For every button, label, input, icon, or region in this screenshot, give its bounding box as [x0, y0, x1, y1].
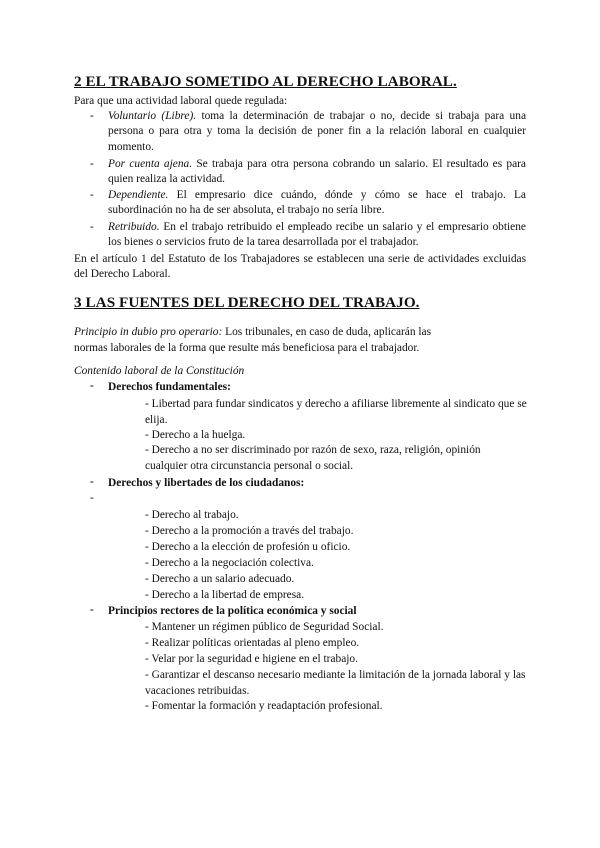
- principle-term: Principio in dubio pro operario:: [74, 326, 223, 338]
- principle-paragraph: [74, 324, 454, 356]
- list-item: - Mantener un régimen público de Seguridad Social.: [145, 621, 384, 633]
- item-text: toma la determinación de trabajar o no, decide si trabaja para una persona o para otra y toma la decisión de poner fin a la relación laboral en cualquier momento.: [108, 110, 526, 153]
- bullet: -: [90, 110, 94, 122]
- item-text: En el trabajo retribuido el empleado recibe un salario y el empresario obtiene los bienes o servicios fruto de la tarea desarrollada por el trabajador.: [108, 221, 526, 249]
- item-term: Por cuenta ajena.: [108, 158, 193, 170]
- list-item: - Derecho al trabajo.: [145, 509, 239, 521]
- list-item: - Derecho a no ser discriminado por razón de sexo, raza, religión, opinión cualquier otra circunstancia personal o social.: [145, 444, 481, 472]
- list-item: - Derecho a la elección de profesión u oficio.: [145, 541, 351, 553]
- list-item: - Garantizar el descanso necesario mediante la limitación de la jornada laboral y las vacaciones retribuidas.: [145, 669, 526, 697]
- bullet: -: [90, 221, 94, 233]
- bullet: -: [90, 476, 94, 488]
- list-item: - Derecho a la huelga.: [145, 429, 246, 441]
- item-term: Dependiente.: [108, 189, 169, 201]
- group-title-guiding-principles: Principios rectores de la política económica y social: [108, 605, 357, 617]
- principle-text: Los tribunales, en caso de duda, aplicarán las normas laborales de la forma que resulte más beneficiosa para el trabajador.: [74, 326, 432, 354]
- section-3-heading: 3 LAS FUENTES DEL DERECHO DEL TRABAJO.: [74, 294, 420, 311]
- list-item: - Derecho a un salario adecuado.: [145, 573, 295, 585]
- list-item: [108, 109, 526, 155]
- list-item: - Derecho a la promoción a través del trabajo.: [145, 525, 354, 537]
- list-item: - Fomentar la formación y readaptación profesional.: [145, 700, 383, 712]
- list-item: - Derecho a la libertad de empresa.: [145, 589, 305, 601]
- list-item: [108, 157, 526, 188]
- list-item: [108, 220, 526, 251]
- item-text: Se trabaja para otra persona cobrando un salario. El resultado es para quien realiza la actividad.: [108, 158, 526, 186]
- item-term: Retribuido.: [108, 221, 160, 233]
- list-item: - Derecho a la negociación colectiva.: [145, 557, 314, 569]
- list-item: - Velar por la seguridad e higiene en el trabajo.: [145, 653, 358, 665]
- item-text: El empresario dice cuándo, dónde y cómo se hace el trabajo. La subordinación no ha de ser absoluta, el trabajo no sería libre.: [108, 189, 526, 217]
- section-2-intro: Para que una actividad laboral quede regulada:: [74, 95, 288, 107]
- group-title-citizen-rights: Derechos y libertades de los ciudadanos:: [108, 477, 305, 489]
- list-item: [108, 188, 526, 219]
- section-2-closing: En el artículo 1 del Estatuto de los Trabajadores se establecen una serie de actividades excluidas del Derecho Laboral.: [74, 253, 526, 281]
- section-2-heading: 2 EL TRABAJO SOMETIDO AL DERECHO LABORAL.: [74, 73, 457, 90]
- item-term: Voluntario (Libre).: [108, 110, 197, 122]
- bullet: -: [90, 189, 94, 201]
- list-item: - Libertad para fundar sindicatos y derecho a afiliarse libremente al sindicato que se elija.: [145, 398, 527, 426]
- group-title-fundamental-rights: Derechos fundamentales:: [108, 381, 231, 393]
- empty-bullet: -: [90, 492, 94, 504]
- bullet: -: [90, 158, 94, 170]
- bullet: -: [90, 380, 94, 392]
- constitution-label: Contenido laboral de la Constitución: [74, 365, 245, 377]
- list-item: - Realizar políticas orientadas al pleno empleo.: [145, 637, 360, 649]
- bullet: -: [90, 604, 94, 616]
